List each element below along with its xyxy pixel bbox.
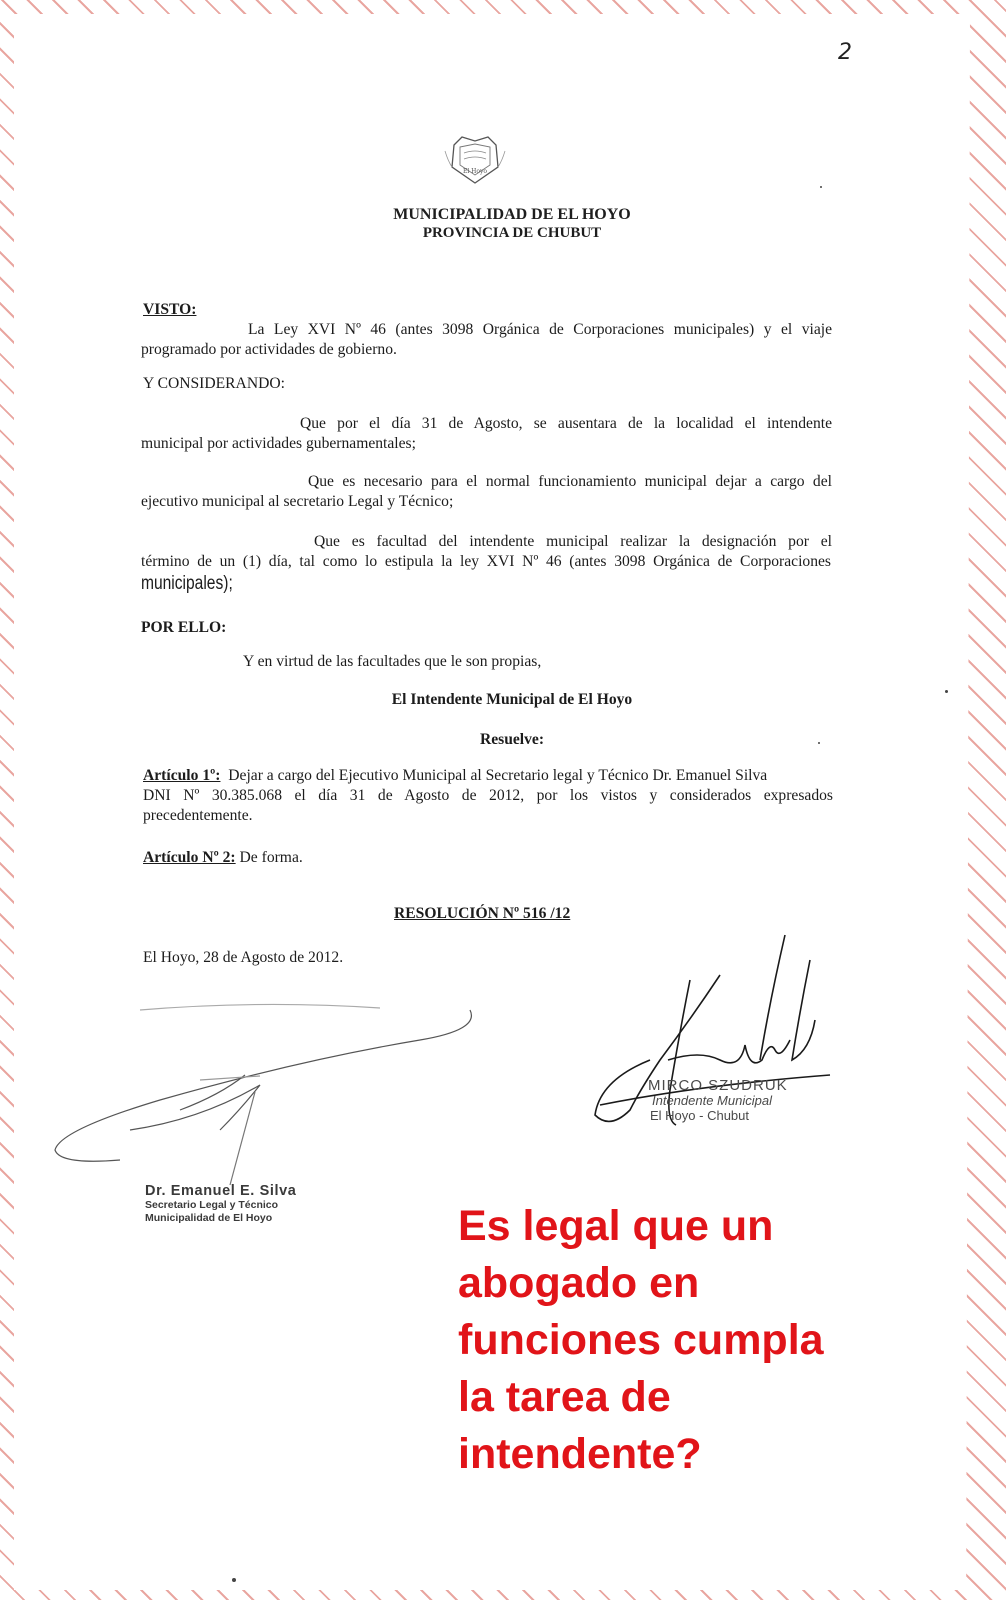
left-signatory-name: Dr. Emanuel E. Silva xyxy=(145,1183,297,1199)
right-signatory-name: MIRCO SZUDRUK xyxy=(648,1077,788,1094)
considerando-p2-line-2: ejecutivo municipal al secretario Legal y Técnico; xyxy=(141,493,454,510)
scan-speck xyxy=(945,690,948,693)
province-subtitle: PROVINCIA DE CHUBUT xyxy=(422,225,602,241)
considerando-p1-line-1: Que por el día 31 de Agosto, se ausentara de la localidad el intendente xyxy=(300,415,832,432)
por-ello-heading: POR ELLO: xyxy=(141,619,227,636)
considerando-p3-line-1: Que es facultad del intendente municipal realizar la designación por el xyxy=(314,533,832,550)
articulo-2-text: De forma. xyxy=(239,849,303,866)
municipality-title: MUNICIPALIDAD DE EL HOYO xyxy=(393,206,631,223)
right-signatory-role: Intendente Municipal xyxy=(652,1093,772,1108)
articulo-2-label: Artículo Nº 2: xyxy=(143,849,236,866)
considerando-heading: Y CONSIDERANDO: xyxy=(143,375,285,392)
left-signatory-stamp xyxy=(145,1183,296,1225)
resolucion-number: RESOLUCIÓN Nº 516 /12 xyxy=(394,905,571,922)
considerando-p3-line-2: término de un (1) día, tal como lo estipula la ley XVI Nº 46 (antes 3098 Orgánica de Corporaciones xyxy=(141,553,831,570)
scan-speck xyxy=(820,186,822,188)
visto-line-2: programado por actividades de gobierno. xyxy=(141,341,397,358)
overlay-question: Es legal que un abogado en funciones cumpla la tarea de intendente? xyxy=(458,1202,824,1478)
page-number: 2 xyxy=(838,40,852,65)
considerando-p1-line-2: municipal por actividades gubernamentales; xyxy=(141,435,416,452)
articulo-1-line-1 xyxy=(143,766,833,786)
right-signatory-stamp xyxy=(648,1078,788,1123)
articulo-1-line-2: DNI Nº 30.385.068 el día 31 de Agosto de 2012, por los vistos y considerados expresados xyxy=(143,787,833,804)
resuelve-line: Resuelve: xyxy=(479,731,545,748)
municipal-seal-icon xyxy=(440,131,510,189)
considerando-p2-line-1: Que es necesario para el normal funcionamiento municipal dejar a cargo del xyxy=(308,473,832,490)
por-ello-text: Y en virtud de las facultades que le son propias, xyxy=(243,653,542,670)
left-signatory-role: Secretario Legal y Técnico xyxy=(145,1199,279,1211)
left-signatory-org: Municipalidad de El Hoyo xyxy=(145,1212,273,1224)
articulo-1-label: Artículo 1º: xyxy=(143,767,221,784)
visto-line-1: La Ley XVI Nº 46 (antes 3098 Orgánica de Corporaciones municipales) y el viaje xyxy=(248,321,832,338)
scan-speck xyxy=(232,1578,236,1582)
svg-text:El Hoyo: El Hoyo xyxy=(462,168,488,175)
articulo-1-line-3: precedentemente. xyxy=(143,807,253,824)
date-line: El Hoyo, 28 de Agosto de 2012. xyxy=(143,949,344,966)
articulo-1-text: Dejar a cargo del Ejecutivo Municipal al Secretario legal y Técnico Dr. Emanuel Silva xyxy=(228,767,768,784)
articulo-2-line xyxy=(143,848,303,868)
considerando-p3-line-3: municipales); xyxy=(141,573,233,594)
scan-speck xyxy=(818,742,820,744)
authority-line: El Intendente Municipal de El Hoyo xyxy=(391,691,633,708)
visto-heading: VISTO: xyxy=(143,301,197,318)
right-signatory-place: El Hoyo - Chubut xyxy=(650,1108,749,1123)
